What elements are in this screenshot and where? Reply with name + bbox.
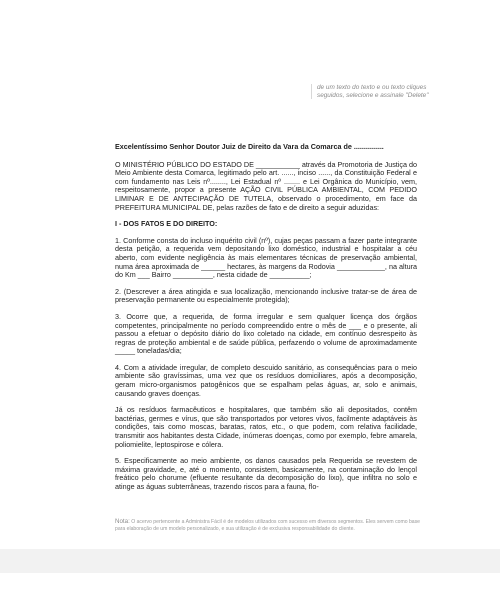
- footer-band: [0, 549, 500, 573]
- sidebar-note: de um texto do texto e ou texto cliques seguidos, selecione e assinale "Delete": [311, 84, 447, 99]
- paragraph-6: 5. Especificamente ao meio ambiente, os danos causados pela Requerida se revestem de máxima gravidade, e, até o momento, consistem, basicamente, na contaminação do lençol freático pelo chorume (efluente resultante da decomposição do lixo), que infiltra no solo e atinge as águas subterrâneas, trazendo riscos para a fauna, flo-: [115, 456, 417, 491]
- footnote: [115, 519, 420, 532]
- paragraph-4: 4. Com a atividade irregular, de completo descuido sanitário, as consequências para o meio ambiente são gravíssimas, uma vez que os resíduos domiciliares, após a decomposição, geram micro-organismos patogênicos que se espalham pelas águas, ar, solo e animais, causando graves doenças.: [115, 362, 417, 398]
- footnote-text: O acervo pertencente a Administra Fácil é de modelos utilizados com sucesso em diversos segmentos. Eles servem como base para elaboração de um modelo personalizado, e sua utilização é de exclusiva responsabilidade do cliente.: [115, 519, 420, 532]
- document-body: [115, 143, 417, 500]
- paragraph-3: 3. Ocorre que, a requerida, de forma irregular e sem qualquer licença dos órgãos competentes, principalmente no período compreendido entre o mês de ___ e o presente, ali passou a efetuar o depósito diário do lixo coletado na cidade, em contínuo desrespeito às regras de proteção ambiental e de saúde pública, perfazendo o volume de aproximadamente _____ toneladas/dia;: [115, 311, 417, 356]
- section-title: I - DOS FATOS E DO DIREITO:: [115, 219, 218, 229]
- intro-paragraph: O MINISTÉRIO PÚBLICO DO ESTADO DE ___________ através da Promotoria de Justiça do Meio Ambiente desta Comarca, legitimado pelo art. ......, inciso ......, da Constituição Federal e com fundamento nas Leis nº........, Lei Estadual nº ........ e Lei Orgânica do Município, vem, respeitosamente, propor a presente AÇÃO CIVIL PÚBLICA AMBIENTAL, COM PEDIDO LIMINAR E DE ANTECIPAÇÃO DE TUTELA, observado o procedimento, em face da PREFEITURA MUNICIPAL DE, pelas razões de fato e de direito a seguir aduzidas:: [115, 159, 417, 212]
- footnote-label: Nota:: [115, 518, 130, 525]
- paragraph-2: 2. (Descrever a área atingida e sua localização, mencionando inclusive tratar-se de área de preservação permanente ou especialmente protegida);: [115, 286, 417, 305]
- document-heading: Excelentíssimo Senhor Doutor Juiz de Direito da Vara da Comarca de ...............: [115, 142, 384, 151]
- paragraph-1: 1. Conforme consta do incluso inquérito civil (nº), cujas peças passam a fazer parte integrante desta petição, a requerida vem depositando lixo doméstico, industrial e hospitalar a céu aberto, com evidente negligência às mais elementares técnicas de preservação ambiental, numa área aproximada de ______ hectares, às margens da Rodovia ____________, na altura do Km ___ Bairro __________, nesta cidade de __________;: [115, 235, 417, 280]
- paragraph-5: Já os resíduos farmacêuticos e hospitalares, que também são ali depositados, contêm bactérias, germes e vírus, que são transportados por vetores vivos, facilmente adaptáveis às condições, tais como moscas, baratas, ratos, etc., o que podem, com relativa facilidade, transmitir aos habitantes desta Cidade, inúmeras doenças, como por exemplo, febre amarela, poliomielite, leptospirose e cólera.: [115, 405, 417, 449]
